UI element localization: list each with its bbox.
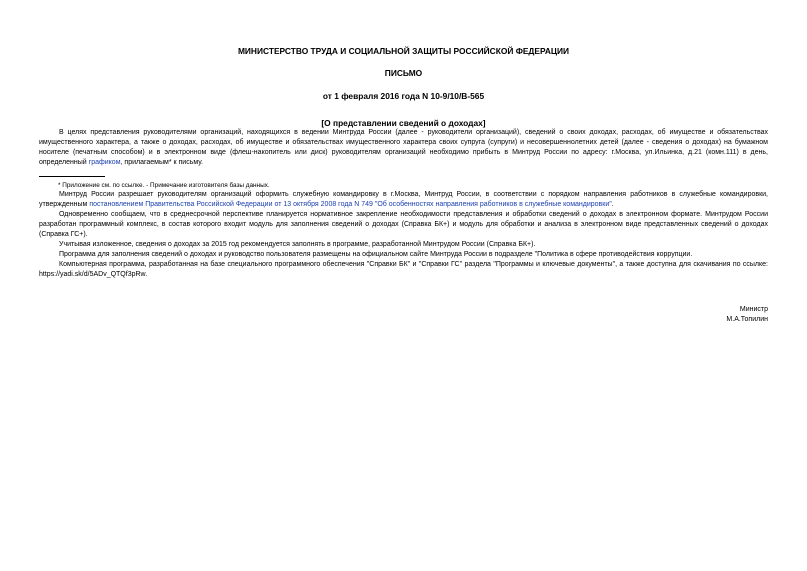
paragraph-recommendation: Учитывая изложенное, сведения о доходах за 2015 год рекомендуется заполнять в программе, разработанной Минтрудом России (Справка БК+). [59, 241, 536, 248]
signatory-position: Министр [739, 306, 768, 313]
paragraph-business-trip [39, 190, 768, 210]
paragraph-text: В целях представления руководителями организаций, находящихся в ведении Минтруда России (далее - руководители организаций), сведений о своих доходах, расходах, об имуществе и обязательствах имущественного характера, а также о доходах, расходах, об имуществе и обязательствах имущественного характера своих супруга (супруги) и несовершеннолетних детей (далее - сведения о доходах) на бумажном носителе (печатным способом) и в электронном виде (флеш-накопитель или диск) руководителям организаций необходимо прибыть в Минтруд России по адресу: г.Москва, ул.Ильинка, д.21 (комн.111) в день, определенный [39, 129, 768, 166]
signatory-name: М.А.Топилин [726, 316, 768, 323]
paragraph-text: , прилагаемым* к письму. [120, 159, 203, 166]
footnote: * Приложение см. по ссылке. - Примечание изготовителя базы данных. [58, 182, 270, 189]
paragraph-electronic-format: Одновременно сообщаем, что в среднесрочной перспективе планируется нормативное закрепление необходимости представления и обработки сведений о доходах в электронном формате. Минтрудом России разработан программный комплекс, в состав которого входит модуль для заполнения сведений о доходах (Справка БК+) и модуль для обработки и анализа в электронном виде представленных сведений о доходах (Справка ГС+). [39, 211, 768, 238]
paragraph-text: Минтруд России разрешает руководителям организаций оформить служебную командировку в г.Москва, Минтруд России, в соответствии с порядком направления работников в служебные командировки, утвержденным [39, 191, 768, 208]
schedule-link[interactable]: графиком [88, 159, 121, 166]
paragraph-download-link: Компьютерная программа, разработанная на базе специального программного обеспечения "Справки БК" и "Справки ГС" раздела "Программы и ключевые документы", а также доступна для скачивания по ссылке: https://yadi.sk/d/5ADv_QTQf3pRw. [39, 261, 768, 278]
footnote-divider [39, 176, 105, 177]
document-type: ПИСЬМО [384, 68, 423, 78]
government-resolution-link[interactable]: постановлением Правительства Российской Федерации от 13 октября 2008 года N 749 "Об особенностях направления работников в служебные командировки" [89, 201, 612, 208]
ministry-heading: МИНИСТЕРСТВО ТРУДА И СОЦИАЛЬНОЙ ЗАЩИТЫ РОССИЙСКОЙ ФЕДЕРАЦИИ [237, 46, 570, 56]
document-title: [О представлении сведений о доходах] [321, 118, 486, 128]
paragraph-program-location: Программа для заполнения сведений о доходах и руководство пользователя размещены на официальном сайте Минтруда России в подразделе "Политика в сфере противодействия коррупции. [59, 251, 693, 258]
document-date-number: от 1 февраля 2016 года N 10-9/10/В-565 [322, 91, 485, 101]
paragraph-submission [39, 128, 768, 168]
paragraph-text: . [611, 201, 614, 208]
signature-block [39, 305, 768, 325]
